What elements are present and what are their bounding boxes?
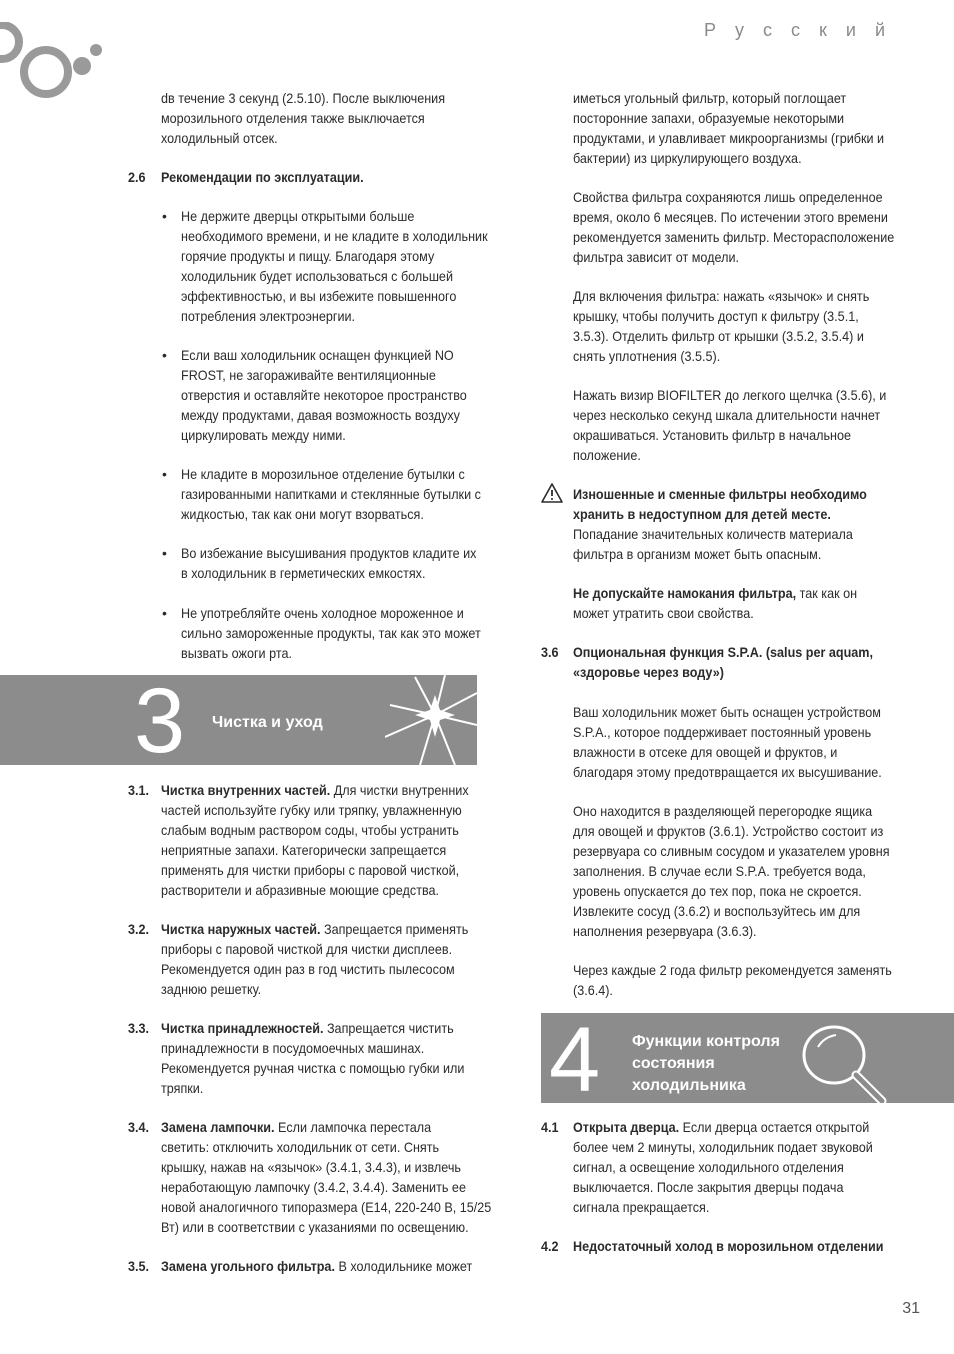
text-line: сильно замороженные продукты, так как это может xyxy=(181,625,481,641)
text-line: тряпки. xyxy=(161,1080,204,1096)
bullet-mark: • xyxy=(162,208,167,224)
item-number: 4.1 xyxy=(541,1119,559,1135)
text-line: Если ваш холодильник оснащен функцией NO xyxy=(181,347,454,363)
item-number: 3.3. xyxy=(128,1020,150,1036)
text-line: Вт) или в соответствии с указаниями по освещению. xyxy=(161,1219,469,1235)
bullet-mark: • xyxy=(162,545,167,561)
section-number: 2.6 xyxy=(128,169,146,185)
text-line xyxy=(161,920,468,940)
text-line: горячие продукты и пищу. Благодаря этому xyxy=(181,248,435,264)
text-line xyxy=(573,505,831,525)
section-title: состояния xyxy=(632,1055,715,1072)
warning-bold: хранить в недоступном для детей месте. xyxy=(573,506,831,522)
text-line: dв течение 3 секунд (2.5.10). После выключения xyxy=(161,90,446,106)
page-number: 31 xyxy=(902,1300,920,1317)
warning-bold: Изношенные и сменные фильтры необходимо xyxy=(573,486,867,502)
text-line: приборы с паровой чисткой для чистки дисплеев. xyxy=(161,941,453,957)
text-line: вызвать ожоги рта. xyxy=(181,645,292,661)
section-title: Функции контроля xyxy=(632,1033,780,1050)
sparkle-icon xyxy=(385,675,477,765)
text-line: благодаря этому предотвращается их высушивание. xyxy=(573,764,882,780)
text-line xyxy=(161,1019,454,1039)
text-line: отверстия и оставляйте некоторое пространство xyxy=(181,387,467,403)
text-line: холодильник будет использоваться с большей xyxy=(181,268,453,284)
text-line xyxy=(161,1118,431,1138)
text-line: положение. xyxy=(573,447,641,463)
text-line: между продуктами, давая возможность воздуху xyxy=(181,407,460,423)
section-3-banner xyxy=(0,675,477,765)
item-title: Замена лампочки. xyxy=(161,1119,275,1135)
item-title: Чистка принадлежностей. xyxy=(161,1020,324,1036)
item-number: 3.4. xyxy=(128,1119,150,1135)
text-line: Попадание значительных количеств материала xyxy=(573,526,853,542)
section-heading: «здоровье через воду») xyxy=(573,664,724,680)
text-line: уровень опускается до тех пор, пока не скроется. xyxy=(573,883,862,899)
text-line: бактерии) из циркулирующего воздуха. xyxy=(573,150,802,166)
text-line: Через каждые 2 года фильтр рекомендуется заменять xyxy=(573,962,892,978)
bullet-mark: • xyxy=(162,605,167,621)
text-line: частей используйте губку или тряпку, увлажненную xyxy=(161,802,462,818)
text-line: через несколько секунд шкала длительности начнет xyxy=(573,407,881,423)
item-title: Чистка наружных частей. xyxy=(161,921,321,937)
text-line: 3.5.3). Отделить фильтр от крышки (3.5.2, 3.5.4) и xyxy=(573,328,864,344)
text-line: газированными напитками и стеклянные бутылки с xyxy=(181,486,481,502)
text-line: фильтра в организм может быть опасным. xyxy=(573,546,822,562)
text-line: наполнения резервуара (3.6.3). xyxy=(573,923,757,939)
section-number: 3.6 xyxy=(541,644,559,660)
section-heading: Опциональная функция S.P.A. (salus per aquam, xyxy=(573,644,873,660)
magnifier-icon xyxy=(796,1019,896,1103)
item-title: Открыта дверца. xyxy=(573,1119,680,1135)
section-title: Чистка и уход xyxy=(212,714,323,731)
section-number-large: 3 xyxy=(134,675,186,765)
section-4-banner xyxy=(541,1013,954,1103)
text: так как он xyxy=(796,585,858,601)
item-number: 3.1. xyxy=(128,782,150,798)
text-line xyxy=(573,1118,869,1138)
text-line: FROST, не загораживайте вентиляционные xyxy=(181,367,436,383)
text-line: растворители и абразивные моющие средства. xyxy=(161,882,440,898)
text-line: Не кладите в морозильное отделение бутылки с xyxy=(181,466,465,482)
section-number: 4.2 xyxy=(541,1238,559,1254)
item-text: Запрещается чистить xyxy=(323,1020,454,1036)
section-number-large: 4 xyxy=(549,1013,601,1103)
section-heading: Рекомендации по эксплуатации. xyxy=(161,169,364,185)
text-line: необходимого времени, и не кладите в холодильник xyxy=(181,228,488,244)
text-line: применять для чистки приборы с паровой чисткой, xyxy=(161,862,460,878)
text-line: циркулировать между ними. xyxy=(181,427,346,443)
text-line: иметься угольный фильтр, который поглощает xyxy=(573,90,847,106)
text-line: Не употребляйте очень холодное мороженное и xyxy=(181,605,464,621)
bold-text: Не допускайте намокания фильтра, xyxy=(573,585,797,601)
text-line: Оно находится в разделяющей перегородке ящика xyxy=(573,803,873,819)
language-label: Р у с с к и й xyxy=(704,20,892,40)
item-text: Запрещается применять xyxy=(320,921,469,937)
text-line: жидкостью, так как они могут взорваться. xyxy=(181,506,424,522)
warning-icon xyxy=(540,482,564,504)
text-line: снять уплотнения (3.5.5). xyxy=(573,348,721,364)
item-text: Если лампочка перестала xyxy=(274,1119,432,1135)
text-line: Во избежание высушивания продуктов кладите их xyxy=(181,545,477,561)
bullet-mark: • xyxy=(162,347,167,363)
text-line: окрашиваться. Установить фильтр в начальное xyxy=(573,427,852,443)
text-line: крышку, нажав на «язычок» (3.4.1, 3.4.3), и извлечь xyxy=(161,1159,461,1175)
text-line: Для включения фильтра: нажать «язычок» и снять xyxy=(573,288,870,304)
text-line: морозильного отделения также выключается xyxy=(161,110,425,126)
text-line: Извлеките сосуд (3.6.2) и воспользуйтесь им для xyxy=(573,903,861,919)
item-number: 3.2. xyxy=(128,921,150,937)
text-line: продуктами, и улавливает микроорганизмы (грибки и xyxy=(573,130,885,146)
text-line: светить: отключить холодильник от сети. Снять xyxy=(161,1139,440,1155)
item-text: В холодильнике может xyxy=(334,1258,473,1274)
text-line: время, около 6 месяцев. По истечении этого времени xyxy=(573,209,888,225)
text-line xyxy=(161,1257,472,1277)
text-line: посторонние запахи, образуемые некоторыми xyxy=(573,110,845,126)
text-line xyxy=(573,584,857,604)
text-line: в холодильник в герметических емкостях. xyxy=(181,565,426,581)
item-title: Замена угольного фильтра. xyxy=(161,1258,335,1274)
text-line: Не держите дверцы открытыми больше xyxy=(181,208,415,224)
item-title: Чистка внутренних частей. xyxy=(161,782,331,798)
text-line: для овощей и фруктов (3.6.1). Устройство состоит из xyxy=(573,823,884,839)
item-text: Для чистки внутренних xyxy=(330,782,469,798)
text-line: рекомендуется заменить фильтр. Месторасположение xyxy=(573,229,895,245)
text-line: выключается. После закрытия дверцы подача xyxy=(573,1179,844,1195)
text-line: слабым водным раствором соды, чтобы устранить xyxy=(161,822,459,838)
text-line: неработающую лампочку (3.4.2, 3.4.4). Заменить ее xyxy=(161,1179,466,1195)
text-line: фильтра зависит от модели. xyxy=(573,249,739,265)
section-heading: Недостаточный холод в морозильном отделении xyxy=(573,1238,884,1254)
text-line: Ваш холодильник может быть оснащен устройством xyxy=(573,704,881,720)
brand-logo-icon xyxy=(0,22,110,102)
text-line: заднюю решетку. xyxy=(161,981,262,997)
text-line: S.P.A., которое поддерживает постоянный уровень xyxy=(573,724,872,740)
item-number: 3.5. xyxy=(128,1258,150,1274)
text-line: (3.6.4). xyxy=(573,982,613,998)
section-title: холодильника xyxy=(632,1077,746,1094)
text-line: неприятные запахи. Категорически запрещается xyxy=(161,842,447,858)
text-line: сигнал, а освещение холодильного отделения xyxy=(573,1159,844,1175)
text-line: Рекомендуется один раз в год чистить пылесосом xyxy=(161,961,455,977)
text-line: крышку, чтобы получить доступ к фильтру (3.5.1, xyxy=(573,308,859,324)
text-line: может утратить свои свойства. xyxy=(573,605,754,621)
text-line: холодильный отсек. xyxy=(161,130,278,146)
item-text: Если дверца остается открытой xyxy=(679,1119,870,1135)
text-line xyxy=(573,485,867,505)
text-line: заполнения. В случае если S.P.A. требуется вода, xyxy=(573,863,866,879)
text-line: Свойства фильтра сохраняются лишь определенное xyxy=(573,189,883,205)
text-line: влажности в отсеке для овощей и фруктов, и xyxy=(573,744,838,760)
text-line: Рекомендуется ручная чистка с помощью губки или xyxy=(161,1060,465,1076)
text-line: принадлежности в посудомоечных машинах. xyxy=(161,1040,425,1056)
text-line: более чем 2 минуты, холодильник подает звуковой xyxy=(573,1139,873,1155)
text-line xyxy=(161,781,469,801)
text-line: новой аналогичного типоразмера (Е14, 220-240 В, 15/25 xyxy=(161,1199,492,1215)
text-line: потребления электроэнергии. xyxy=(181,308,356,324)
bullet-mark: • xyxy=(162,466,167,482)
text-line: сигнала прекращается. xyxy=(573,1199,710,1215)
text-line: резервуара со сливным сосудом и указателем уровня xyxy=(573,843,890,859)
text-line: эффективностью, и вы избежите повышенного xyxy=(181,288,457,304)
text-line: Нажать визир BIOFILTER до легкого щелчка (3.5.6), и xyxy=(573,387,887,403)
